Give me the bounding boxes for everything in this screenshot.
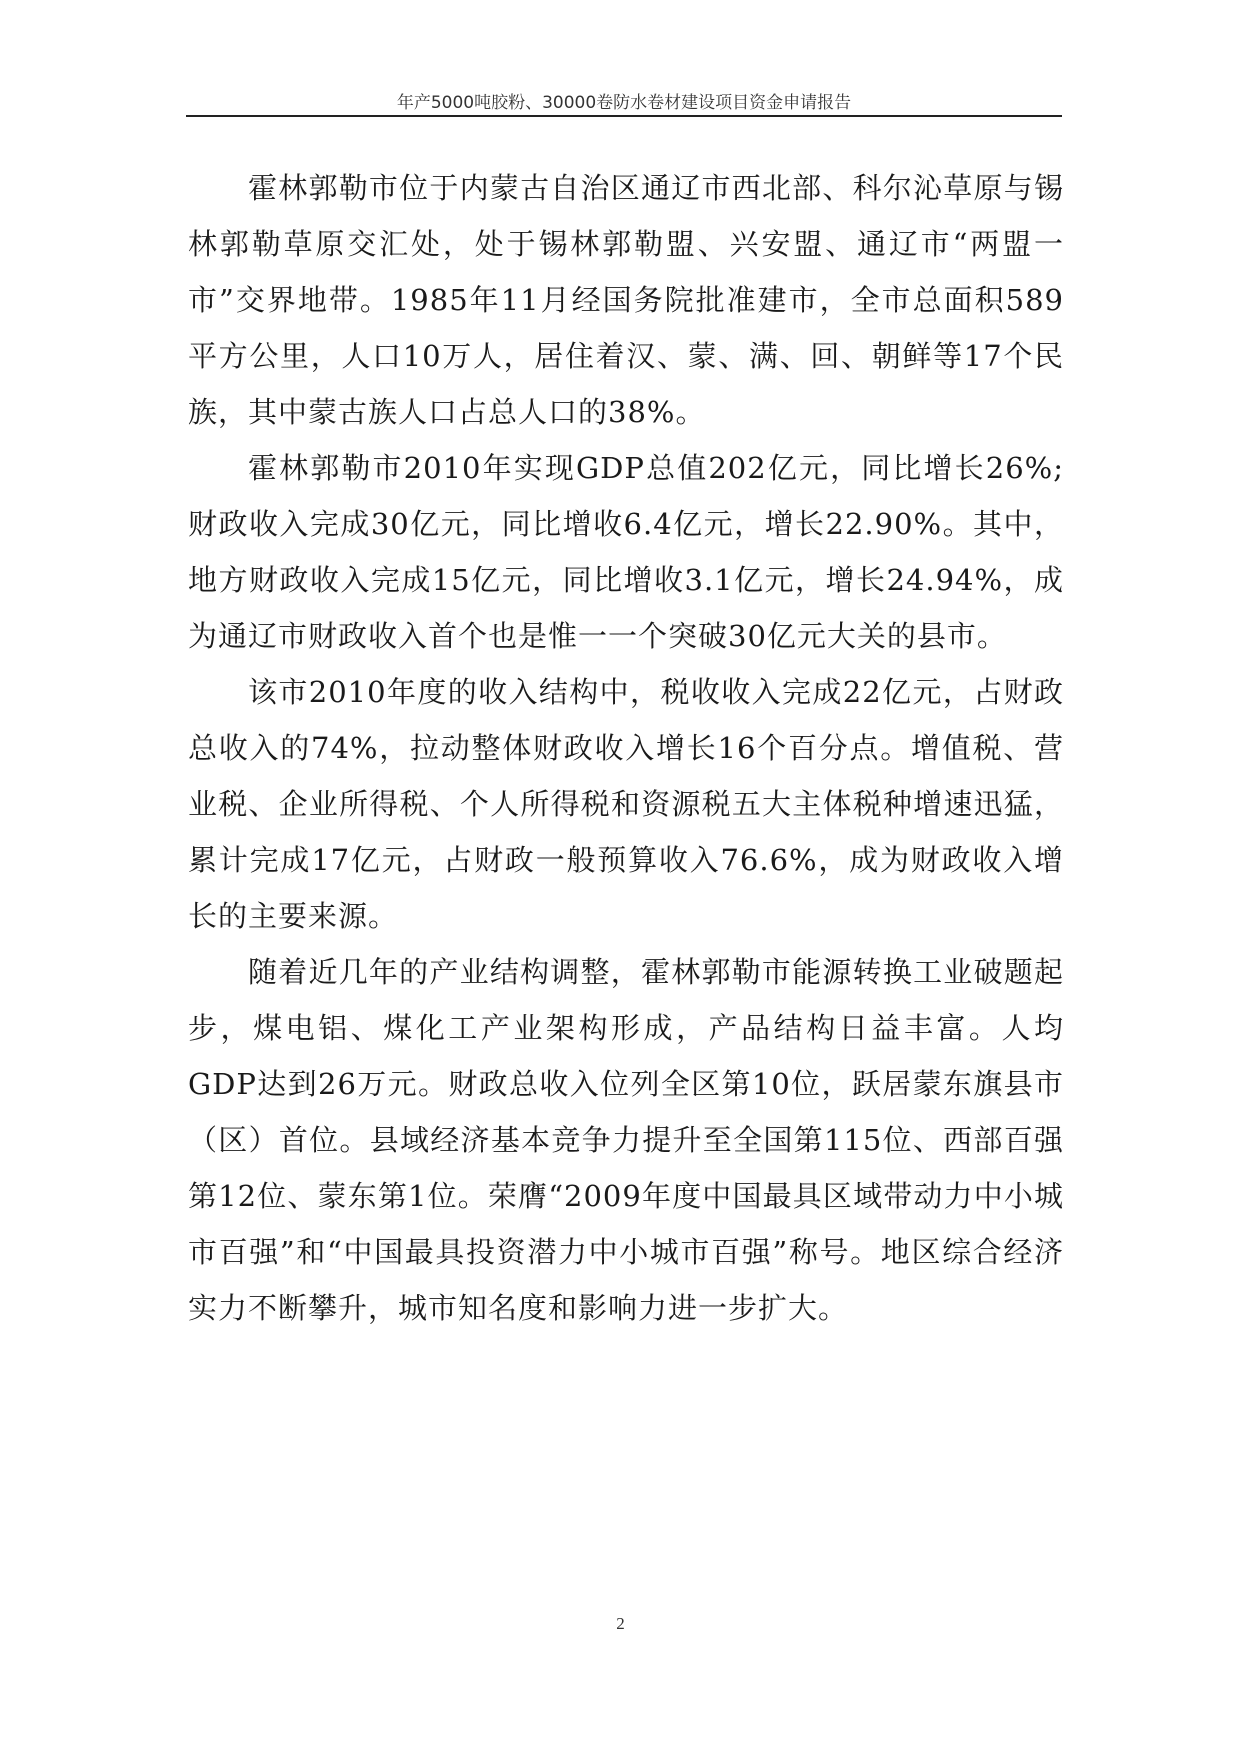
paragraph-industry: 随着近几年的产业结构调整，霍林郭勒市能源转换工业破题起步，煤电铝、煤化工产业架构形成，产品结构日益丰富。人均GDP达到26万元。财政总收入位列全区第10位，跃居蒙东旗县市（区）首位。县域经济基本竞争力提升至全国第115位、西部百强第12位、蒙东第1位。荣膺“2009年度中国最具区域带动力中小城市百强”和“中国最具投资潜力中小城市百强”称号。地区综合经济实力不断攀升，城市知名度和影响力进一步扩大。 [188,955,1064,1325]
document-body [188,160,1064,1336]
paragraph-revenue-structure: 该市2010年度的收入结构中，税收收入完成22亿元，占财政总收入的74%，拉动整体财政收入增长16个百分点。增值税、营业税、企业所得税、个人所得税和资源税五大主体税种增速迅猛，累计完成17亿元，占财政一般预算收入76.6%，成为财政收入增长的主要来源。 [188,675,1064,933]
running-header: 年产5000吨胶粉、30000卷防水卷材建设项目资金申请报告 [396,93,852,113]
paragraph-gdp: 霍林郭勒市2010年实现GDP总值202亿元，同比增长26%; 财政收入完成30亿元，同比增收6.4亿元，增长22.90%。其中，地方财政收入完成15亿元，同比增收3.1亿元，增长24.94%，成为通辽市财政收入首个也是惟一一个突破30亿元大关的县市。 [188,451,1064,653]
paragraph-location: 霍林郭勒市位于内蒙古自治区通辽市西北部、科尔沁草原与锡林郭勒草原交汇处，处于锡林郭勒盟、兴安盟、通辽市“两盟一市”交界地带。1985年11月经国务院批准建市，全市总面积589平方公里，人口10万人，居住着汉、蒙、满、回、朝鲜等17个民族，其中蒙古族人口占总人口的38%。 [188,171,1064,429]
page-number: 2 [616,1614,625,1633]
header-rule [186,115,1062,117]
